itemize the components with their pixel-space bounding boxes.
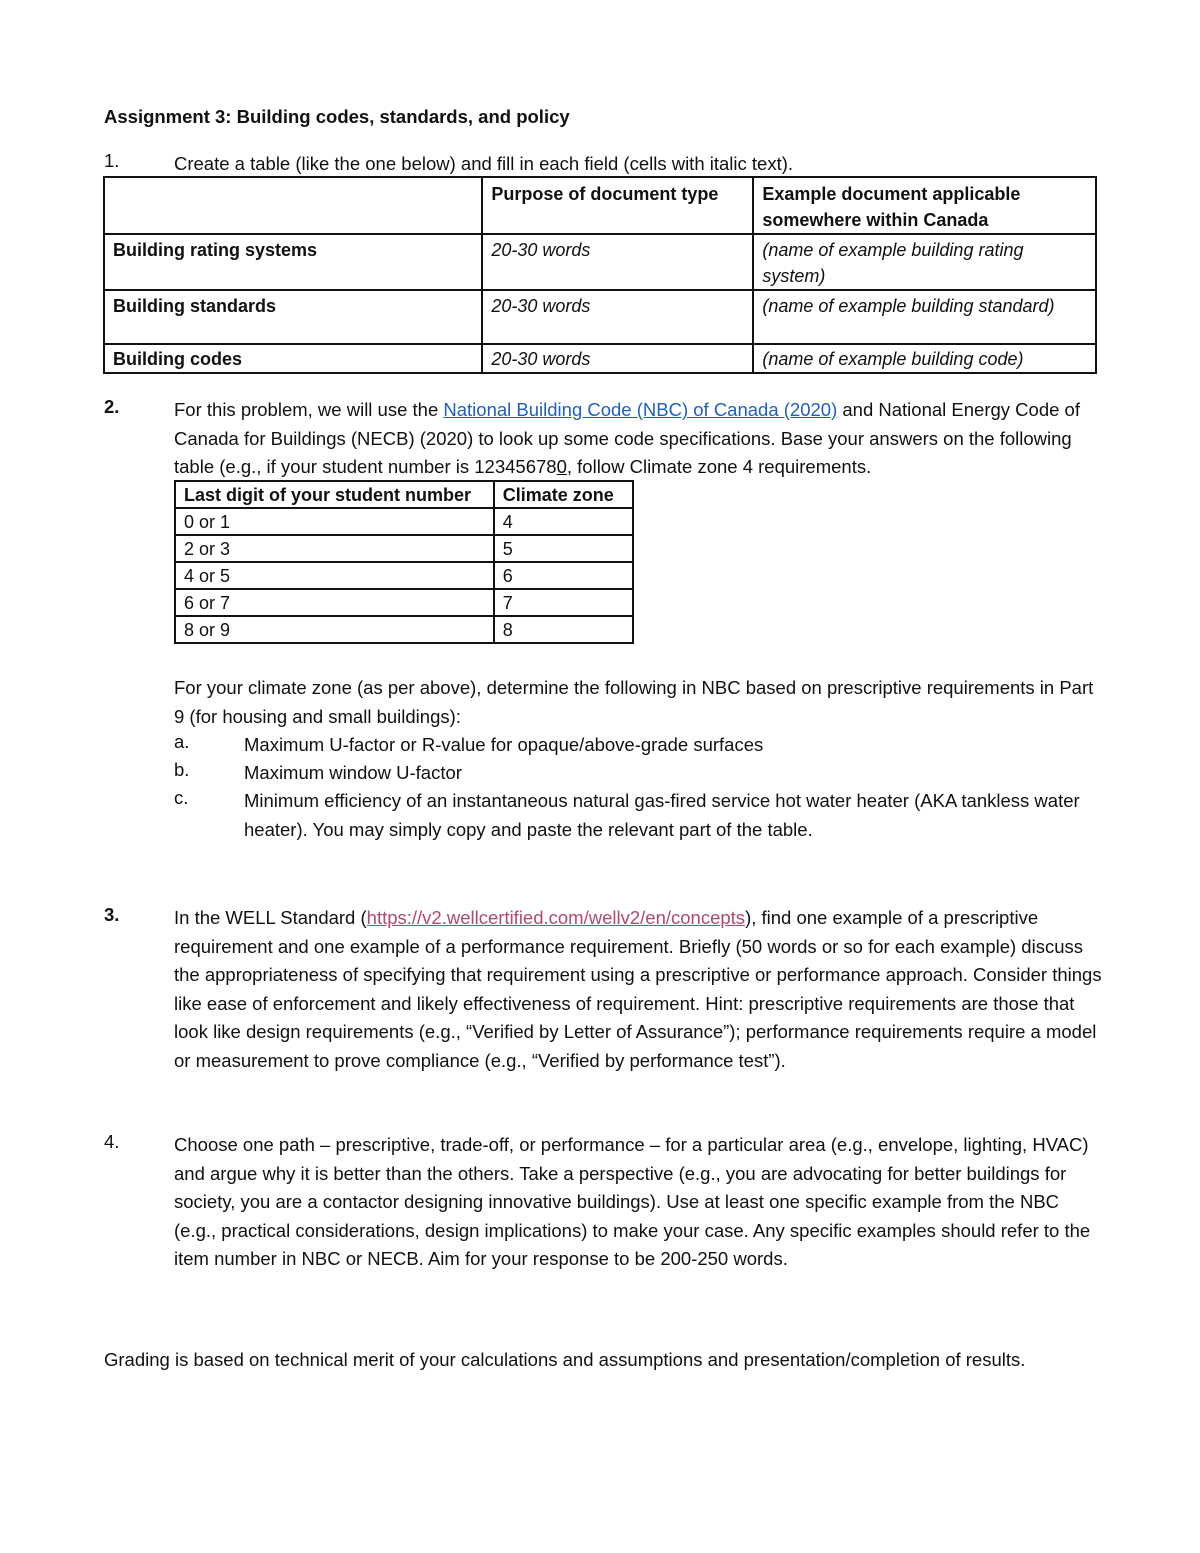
nbc-link[interactable]: National Building Code (NBC) of Canada (2020) [443,399,838,420]
table-cell: 7 [494,589,633,616]
table-header-row [104,177,1096,234]
question-3-body: ), find one example of a prescriptive requirement and one example of a performance requirement. Briefly (50 words or so for each example) discuss the appropriateness of specifying that requirement using a prescriptive or performance approach. Consider things like ease of enforcement and likely effectiveness of requirement. Hint: prescriptive requirements are those that look like design requirements (e.g., “Verified by Letter of Assurance”); performance requirements require a model or measurement to prove compliance (e.g., “Verified by performance test”). [174,907,1102,1071]
table-row [175,535,633,562]
table-cell: 20-30 words [482,290,753,344]
table-cell: 20-30 words [482,344,753,373]
table-cell: Building standards [104,290,482,344]
list-item-text: Maximum window U-factor [244,762,462,783]
question-3-number: 3. [104,904,120,925]
table-cell: Building rating systems [104,234,482,290]
question-4-number: 4. [104,1131,120,1152]
table-header-cell [104,177,482,234]
table-cell: 0 or 1 [175,508,494,535]
question-3-intro: In the WELL Standard ( [174,907,367,928]
table-header-cell: Purpose of document type [482,177,753,234]
question-1-text: Create a table (like the one below) and fill in each field (cells with italic text). [174,153,794,174]
table-header-cell: Example document applicable somewhere within Canada [753,177,1096,234]
table-header-row [175,481,633,508]
grading-note: Grading is based on technical merit of your calculations and assumptions and presentation/completion of results. [104,1349,1026,1370]
table-cell: 8 or 9 [175,616,494,643]
list-item-label: c. [174,787,189,808]
list-item-label: b. [174,759,190,780]
table-header-cell: Last digit of your student number [175,481,494,508]
table-row [104,344,1096,373]
well-standard-link[interactable]: https://v2.wellcertified.com/wellv2/en/concepts [366,907,746,928]
table-cell: 4 [494,508,633,535]
question-2-number: 2. [104,396,120,417]
question-2-intro-cont: and National Energy Code of Canada for Buildings (NECB) (2020) to look up some code specifications. Base your answers on the following table (e.g., if your student number is 12345678 [174,399,1080,478]
table-cell: 5 [494,535,633,562]
table-cell: 6 or 7 [175,589,494,616]
question-2-followup: For your climate zone (as per above), determine the following in NBC based on prescriptive requirements in Part 9 (for housing and small buildings): [174,677,1094,727]
list-item-text: Maximum U-factor or R-value for opaque/above-grade surfaces [244,734,764,755]
table-row [175,508,633,535]
table-cell: 6 [494,562,633,589]
table-cell: 4 or 5 [175,562,494,589]
table-cell: 2 or 3 [175,535,494,562]
question-2-intro: For this problem, we will use the [174,399,444,420]
table-cell: (name of example building code) [753,344,1096,373]
underlined-digit: 0 [556,456,567,478]
question-4-text: Choose one path – prescriptive, trade-off, or performance – for a particular area (e.g., envelope, lighting, HVAC) and argue why it is better than the others. Take a perspective (e.g., you are advocating for better buildings for society, you are a contactor designing innovative buildings). Use at least one specific example from the NBC (e.g., practical considerations, design implications) to make your case. Any specific examples should refer to the item number in NBC or NECB. Aim for your response to be 200-250 words. [174,1134,1091,1270]
question-2-text [174,396,1104,482]
table-cell: (name of example building rating system) [753,234,1096,290]
question-3-text [174,904,1104,1076]
table-row [104,234,1096,290]
table-cell: Building codes [104,344,482,373]
list-item-label: a. [174,731,190,752]
climate-zone-table [174,480,634,644]
table-row [104,290,1096,344]
page-title: Assignment 3: Building codes, standards, and policy [104,106,570,127]
list-item-text: Minimum efficiency of an instantaneous natural gas-fired service hot water heater (AKA tankless water heater). You may simply copy and paste the relevant part of the table. [244,790,1080,840]
document-types-table [103,176,1097,374]
question-2-intro-end: , follow Climate zone 4 requirements. [566,456,872,478]
table-row [175,589,633,616]
table-header-cell: Climate zone [494,481,633,508]
table-row [175,562,633,589]
table-cell: 8 [494,616,633,643]
table-row [175,616,633,643]
table-cell: 20-30 words [482,234,753,290]
question-1-number: 1. [104,150,120,171]
table-cell: (name of example building standard) [753,290,1096,344]
